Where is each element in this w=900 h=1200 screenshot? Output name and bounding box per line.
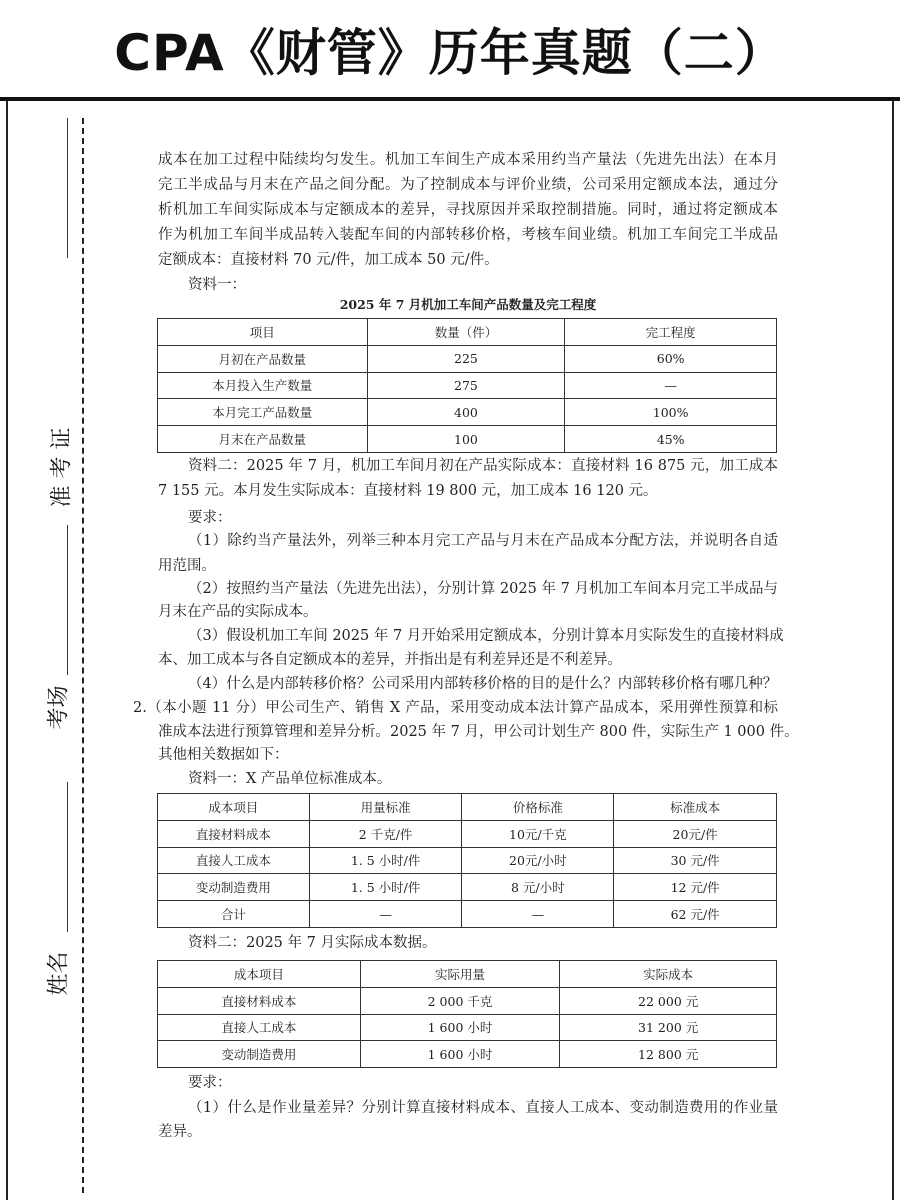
table-cell: 变动制造费用 — [158, 874, 310, 901]
underline — [67, 782, 68, 932]
table-row — [158, 1014, 777, 1041]
table2 — [157, 793, 777, 928]
table-cell: 20元/小时 — [462, 847, 614, 874]
name-label: 姓名 — [46, 951, 72, 996]
ticket-label: 准 考 证 — [49, 427, 75, 508]
table-cell: 8 元/小时 — [462, 874, 614, 901]
text-line: 资料二：2025 年 7 月，机加工车间月初在产品实际成本：直接材料 16 875 元，加工成本 — [188, 458, 778, 474]
text-line: 成本在加工过程中陆续均匀发生。机加工车间生产成本采用约当产量法（先进先出法）在本月 — [158, 152, 778, 168]
column-header: 项目 — [158, 319, 368, 346]
table-cell: 275 — [367, 372, 565, 399]
column-header: 实际成本 — [560, 961, 777, 988]
table-cell: 直接人工成本 — [158, 1014, 361, 1041]
text-line: 2.（本小题 11 分）甲公司生产、销售 X 产品，采用变动成本法计算产品成本，采用弹性预算和标 — [133, 700, 778, 716]
text-line: 差异。 — [158, 1124, 202, 1140]
table-cell: 月初在产品数量 — [158, 345, 368, 372]
text-line: 准成本法进行预算管理和差异分析。2025 年 7 月，甲公司计划生产 800 件，实际生产 1 000 件。 — [158, 724, 799, 740]
text-line: （1）什么是作业量差异？分别计算直接材料成本、直接人工成本、变动制造费用的作业量 — [188, 1100, 778, 1116]
text-line: 完工半成品与月末在产品之间分配。为了控制成本与评价业绩，公司采用定额成本法，通过分 — [158, 177, 778, 193]
table-cell: 直接人工成本 — [158, 847, 310, 874]
banner — [0, 0, 900, 101]
table-cell: 本月投入生产数量 — [158, 372, 368, 399]
table-cell: — — [565, 372, 777, 399]
table-cell: 2 000 千克 — [360, 987, 560, 1014]
text-line: 要求： — [188, 1075, 232, 1091]
table-header-row — [158, 961, 777, 988]
table-cell: 100% — [565, 399, 777, 426]
text-line: 7 155 元。本月发生实际成本：直接材料 19 800 元，加工成本 16 120 元。 — [158, 483, 658, 499]
table-cell: 本月完工产品数量 — [158, 399, 368, 426]
text-line: 定额成本：直接材料 70 元/件，加工成本 50 元/件。 — [158, 252, 499, 268]
table-cell: 1. 5 小时/件 — [309, 847, 462, 874]
page-title: CPA《财管》历年真题（二） — [114, 23, 786, 82]
table-cell: 22 000 元 — [560, 987, 777, 1014]
underline — [67, 525, 68, 675]
text-line: 资料一： — [188, 277, 246, 293]
table-cell: — — [462, 901, 614, 928]
text-line: 用范围。 — [158, 558, 216, 574]
table3 — [157, 960, 777, 1068]
table-cell: 2 千克/件 — [309, 820, 462, 847]
text-line: 其他相关数据如下： — [158, 747, 289, 763]
text-line: 本、加工成本与各自定额成本的差异，并指出是有利差异还是不利差异。 — [158, 652, 622, 668]
table-cell: 225 — [367, 345, 565, 372]
text-line: 月末在产品的实际成本。 — [158, 604, 318, 620]
text-line: （3）假设机加工车间 2025 年 7 月开始采用定额成本，分别计算本月实际发生的直接材料成 — [188, 628, 784, 644]
text-line: 资料一：X 产品单位标准成本。 — [188, 771, 392, 787]
table-cell: 20元/件 — [614, 820, 777, 847]
text-line: （2）按照约当产量法（先进先出法），分别计算 2025 年 7 月机加工车间本月完工半成品与 — [188, 581, 778, 597]
table-cell: 直接材料成本 — [158, 987, 361, 1014]
table-cell: — — [309, 901, 462, 928]
text-line: （4）什么是内部转移价格？公司采用内部转移价格的目的是什么？内部转移价格有哪几种？ — [188, 676, 778, 692]
column-header: 标准成本 — [614, 794, 777, 821]
column-header: 实际用量 — [360, 961, 560, 988]
table-row — [158, 372, 777, 399]
underline — [67, 118, 68, 258]
table-cell: 400 — [367, 399, 565, 426]
table-row — [158, 847, 777, 874]
table-header-row — [158, 794, 777, 821]
table-cell: 10元/千克 — [462, 820, 614, 847]
column-header: 用量标准 — [309, 794, 462, 821]
table-cell: 30 元/件 — [614, 847, 777, 874]
table-cell: 62 元/件 — [614, 901, 777, 928]
table-row — [158, 345, 777, 372]
table1 — [157, 318, 777, 453]
table-cell: 45% — [565, 426, 777, 453]
table-row — [158, 820, 777, 847]
table-cell: 1. 5 小时/件 — [309, 874, 462, 901]
table-cell: 12 800 元 — [560, 1041, 777, 1068]
column-header: 数量（件） — [367, 319, 565, 346]
table-row — [158, 987, 777, 1014]
table-cell: 合计 — [158, 901, 310, 928]
cut-line — [82, 118, 84, 1193]
table-cell: 直接材料成本 — [158, 820, 310, 847]
text-line: 析机加工车间实际成本与定额成本的差异，寻找原因并采取控制措施。同时，通过将定额成本 — [158, 202, 778, 218]
text-line: 作为机加工车间半成品转入装配车间的内部转移价格，考核车间业绩。机加工车间完工半成品 — [158, 227, 778, 243]
table-cell: 12 元/件 — [614, 874, 777, 901]
table-cell: 变动制造费用 — [158, 1041, 361, 1068]
table-cell: 1 600 小时 — [360, 1041, 560, 1068]
text-line: （1）除约当产量法外，列举三种本月完工产品与月末在产品成本分配方法，并说明各自适 — [188, 533, 778, 549]
table-cell: 100 — [367, 426, 565, 453]
table-row — [158, 426, 777, 453]
table-header-row — [158, 319, 777, 346]
table-row — [158, 874, 777, 901]
table-cell: 1 600 小时 — [360, 1014, 560, 1041]
column-header: 价格标准 — [462, 794, 614, 821]
table-cell: 60% — [565, 345, 777, 372]
text-line: 要求： — [188, 510, 232, 526]
table-caption: 2025 年 7 月机加工车间产品数量及完工程度 — [339, 297, 597, 312]
column-header: 完工程度 — [565, 319, 777, 346]
table-cell: 月末在产品数量 — [158, 426, 368, 453]
column-header: 成本项目 — [158, 961, 361, 988]
table-cell: 31 200 元 — [560, 1014, 777, 1041]
table-row — [158, 901, 777, 928]
column-header: 成本项目 — [158, 794, 310, 821]
room-label: 考场 — [46, 685, 72, 730]
text-line: 资料二：2025 年 7 月实际成本数据。 — [188, 935, 437, 951]
table-row — [158, 1041, 777, 1068]
table-row — [158, 399, 777, 426]
